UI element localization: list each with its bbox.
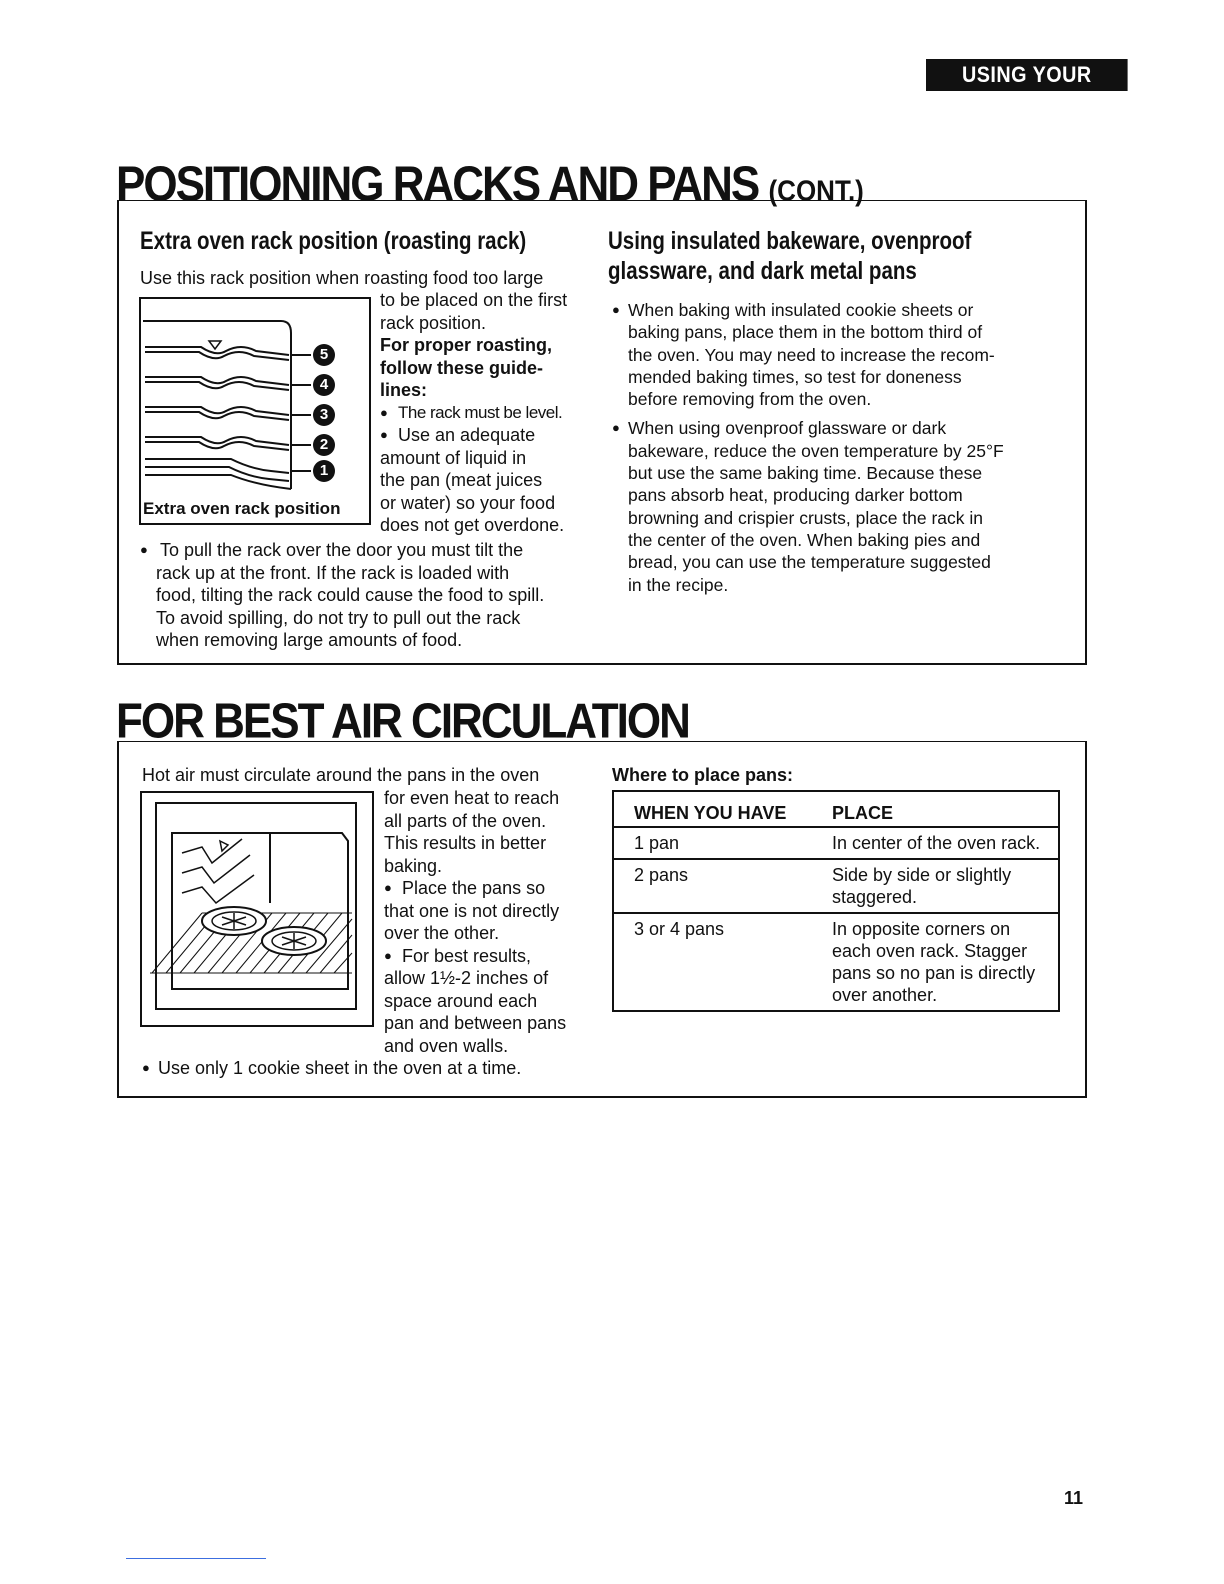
section-title-text: POSITIONING RACKS AND PANS bbox=[116, 156, 759, 212]
bullet-rack-level bbox=[380, 402, 590, 425]
table-cell: 2 pans bbox=[613, 859, 812, 913]
bold-line: follow these guide- bbox=[380, 357, 544, 378]
air-circulation-intro bbox=[142, 764, 592, 787]
subheading-line: glassware, and dark metal pans bbox=[608, 257, 917, 285]
bullet-line: the oven. You may need to increase the recom- bbox=[628, 344, 995, 365]
bullet-liquid: ● Use an adequate bbox=[380, 424, 590, 447]
bullet-line: ● When baking with insulated cookie sheets or bbox=[612, 299, 1062, 321]
bullet-line: food, tilting the rack could cause the food to spill. bbox=[156, 585, 545, 605]
bullet-line: space around each bbox=[384, 990, 538, 1011]
bullet-line: mended baking times, so test for doneness bbox=[628, 366, 962, 387]
extra-rack-intro bbox=[140, 267, 590, 290]
bullet-line: ● Use only 1 cookie sheet in the oven at a time. bbox=[142, 1057, 592, 1080]
bullet-liquid-line: or water) so your food bbox=[380, 492, 556, 513]
table-cell: In center of the oven rack. bbox=[812, 827, 1059, 859]
table-cell: Side by side or slightly staggered. bbox=[812, 859, 1059, 913]
table-heading: Where to place pans: bbox=[612, 765, 794, 785]
bullet-liquid-line: amount of liquid in bbox=[380, 447, 527, 468]
oven-pans-illustration bbox=[142, 793, 372, 1025]
subheading-insulated-bakeware bbox=[608, 226, 971, 286]
bullet-line: the center of the oven. When baking pies and bbox=[628, 529, 981, 550]
bullet-line: in the recipe. bbox=[628, 574, 729, 595]
bullet-line: pan and between pans bbox=[384, 1013, 567, 1033]
section-title-suffix: (CONT.) bbox=[768, 173, 864, 208]
side-line: baking. bbox=[384, 855, 443, 876]
insulated-bakeware-text bbox=[612, 299, 1062, 596]
rack-number-2: 2 bbox=[313, 434, 335, 456]
pan-placement-table bbox=[612, 790, 1060, 1012]
table-cell: 1 pan bbox=[613, 827, 812, 859]
table-header-row bbox=[613, 791, 1059, 827]
bullet-liquid-line: does not get overdone. bbox=[380, 515, 565, 535]
bullet-line: bread, you can use the temperature suggested bbox=[628, 552, 991, 573]
pan-placement-figure bbox=[140, 791, 374, 1027]
bullet-line: before removing from the oven. bbox=[628, 389, 872, 410]
bullet-liquid-line: the pan (meat juices bbox=[380, 470, 543, 490]
side-line: This results in better bbox=[384, 833, 547, 853]
bullet-line: rack up at the front. If the rack is loaded with bbox=[156, 562, 510, 583]
bullet-line: and oven walls. bbox=[384, 1035, 509, 1056]
rack-number-5: 5 bbox=[313, 344, 335, 366]
bullet-pull-rack bbox=[140, 539, 590, 652]
oven-rack-illustration bbox=[141, 299, 369, 523]
bullet-line: baking pans, place them in the bottom third of bbox=[628, 322, 983, 343]
bullet-line: ● When using ovenproof glassware or dark bbox=[612, 417, 1062, 439]
bullet-line: ● To pull the rack over the door you must tilt the bbox=[140, 539, 590, 562]
bold-line: For proper roasting, bbox=[380, 335, 553, 355]
bullet-line: that one is not directly bbox=[384, 900, 560, 921]
table-row bbox=[613, 859, 1059, 913]
bold-line: lines: bbox=[380, 380, 428, 400]
bullet-line: bakeware, reduce the oven temperature by 25°F bbox=[628, 440, 1004, 461]
rack-number-4: 4 bbox=[313, 374, 335, 396]
table-cell: 3 or 4 pans bbox=[613, 913, 812, 1011]
bullet-line: pans absorb heat, producing darker bottom bbox=[628, 485, 963, 506]
extra-rack-side-text bbox=[380, 289, 590, 537]
table-header-cell: WHEN YOU HAVE bbox=[613, 791, 812, 827]
page-number: 11 bbox=[1064, 1488, 1084, 1508]
table-cell: In opposite corners on each oven rack. Stagger pans so no pan is directly over another. bbox=[812, 913, 1059, 1011]
side-line: all parts of the oven. bbox=[384, 810, 547, 831]
rack-number-1: 1 bbox=[313, 460, 335, 482]
figure-caption: Extra oven rack position bbox=[143, 499, 341, 518]
bullet-line: but use the same baking time. Because these bbox=[628, 463, 983, 484]
side-line: for even heat to reach bbox=[384, 788, 560, 808]
intro-line: Use this rack position when roasting food too large bbox=[140, 268, 544, 288]
bullet-line: To avoid spilling, do not try to pull out the rack bbox=[156, 607, 521, 628]
bullet-line: when removing large amounts of food. bbox=[156, 630, 463, 650]
intro-line: Hot air must circulate around the pans in the oven bbox=[142, 765, 540, 785]
table-row bbox=[613, 827, 1059, 859]
subheading-extra-rack: Extra oven rack position (roasting rack) bbox=[140, 227, 527, 255]
rack-number-3: 3 bbox=[313, 404, 335, 426]
side-line: rack position. bbox=[380, 312, 487, 333]
section-banner: USING YOUR RANGE bbox=[926, 59, 1128, 91]
air-circulation-side-text bbox=[384, 787, 594, 1057]
side-line: to be placed on the first bbox=[380, 290, 568, 310]
section-title-air-circulation: FOR BEST AIR CIRCULATION bbox=[116, 693, 689, 749]
subheading-line: Using insulated bakeware, ovenproof bbox=[608, 227, 972, 255]
rack-position-figure bbox=[139, 297, 371, 525]
bullet-text: The rack must be level. bbox=[398, 402, 563, 422]
bullet-line: over the other. bbox=[384, 923, 500, 943]
table-row bbox=[613, 913, 1059, 1011]
footer-line bbox=[126, 1558, 266, 1559]
bullet-line: ● Place the pans so bbox=[384, 877, 594, 900]
table-header-cell: PLACE bbox=[812, 791, 1059, 827]
bullet-cookie-sheet bbox=[142, 1057, 592, 1080]
bullet-line: allow 1½-2 inches of bbox=[384, 968, 549, 988]
bullet-line: ● For best results, bbox=[384, 945, 594, 968]
bullet-line: browning and crispier crusts, place the rack in bbox=[628, 507, 984, 528]
